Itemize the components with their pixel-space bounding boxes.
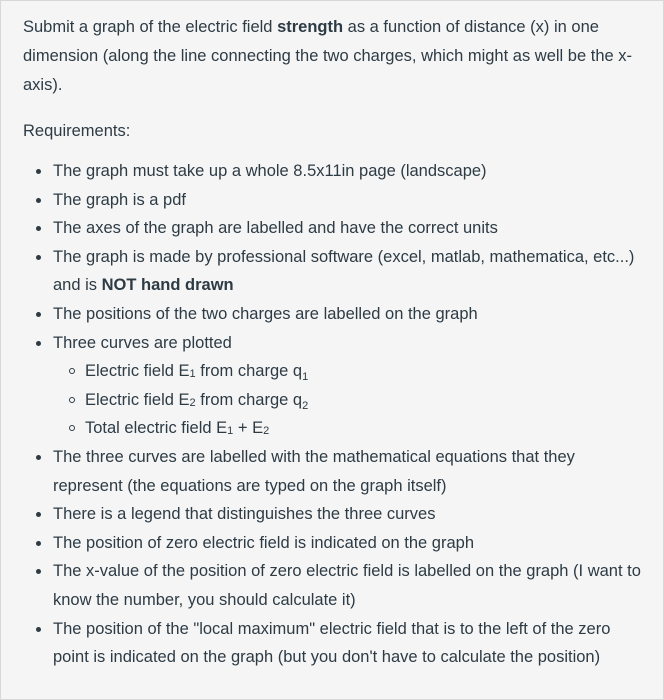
list-item: There is a legend that distinguishes the three curves (1, 500, 663, 529)
curve-subscript: 2 (263, 425, 270, 438)
list-item: The x-value of the position of zero electric field is labelled on the graph (I want to know the number, you should calculate it) (1, 557, 663, 614)
curve-text: from charge q (195, 362, 303, 381)
sublist-item-e1 (53, 357, 647, 386)
curve-subscript: 1 (302, 371, 309, 384)
list-item-text: Three curves are plotted (53, 333, 232, 352)
curve-text: from charge q (195, 390, 303, 409)
requirements-heading: Requirements: (23, 122, 131, 140)
sublist-item-e2 (53, 386, 647, 415)
list-item (1, 329, 663, 443)
sublist-item-total (53, 414, 647, 443)
curve-subscript: 1 (189, 368, 196, 381)
curve-subscript: 1 (227, 425, 234, 438)
curve-text: Electric field E (85, 390, 190, 409)
curve-subscript: 2 (189, 396, 196, 409)
list-item: The three curves are labelled with the mathematical equations that they represent (the equations are typed on the graph itself) (1, 443, 663, 500)
curve-text: + E (233, 419, 264, 438)
intro-text-2: as a function of distance (x) in one dimension (along the line connecting the two charges, which might as well be the x-axis). (23, 18, 633, 94)
list-item: The axes of the graph are labelled and have the correct units (1, 214, 663, 243)
list-item: The positions of the two charges are labelled on the graph (1, 300, 663, 329)
list-item: The graph must take up a whole 8.5x11in page (landscape) (1, 157, 663, 186)
intro-text-1: Submit a graph of the electric field (23, 18, 278, 36)
list-item: The graph is a pdf (1, 186, 663, 215)
curve-text: Total electric field E (85, 419, 228, 438)
curves-sublist (53, 357, 647, 443)
list-item: The position of the "local maximum" electric field that is to the left of the zero point is indicated on the graph (but you don't have to calculate the position) (1, 615, 663, 672)
curve-subscript: 2 (302, 399, 309, 412)
intro-strong: strength (277, 18, 344, 36)
list-item: The position of zero electric field is indicated on the graph (1, 529, 663, 558)
intro-paragraph (23, 13, 648, 100)
list-item-strong: NOT hand drawn (101, 276, 234, 295)
list-item (1, 243, 663, 300)
curve-text: Electric field E (85, 362, 190, 381)
list-item-text: The graph is made by professional software (excel, matlab, mathematica, etc...) and is (53, 247, 635, 295)
requirements-list (1, 157, 663, 672)
